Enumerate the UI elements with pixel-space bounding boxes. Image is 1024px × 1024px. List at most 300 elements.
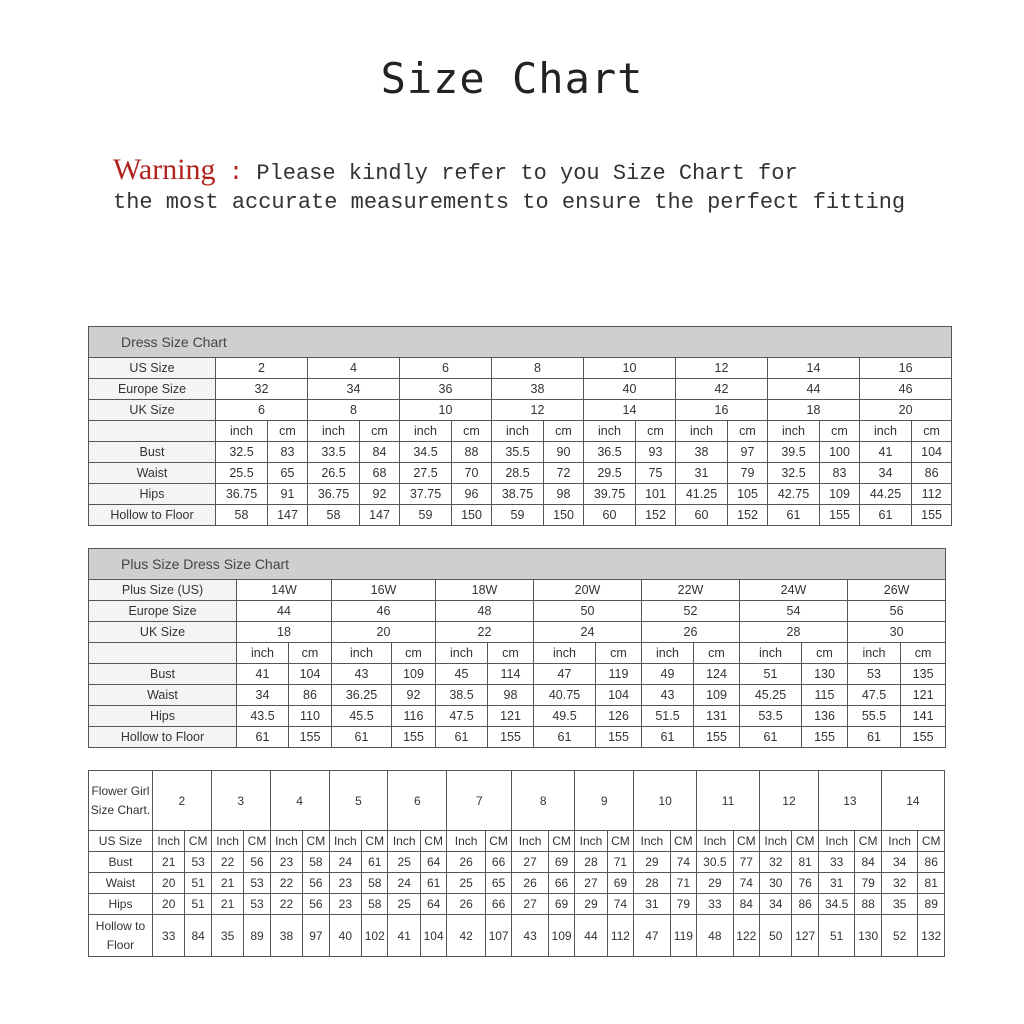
value-cell: 64 xyxy=(420,852,446,873)
value-cell: 53 xyxy=(185,852,211,873)
value-cell: 47.5 xyxy=(848,685,901,706)
value-cell: 115 xyxy=(802,685,848,706)
unit-cell: cm xyxy=(289,643,332,664)
value-cell: 89 xyxy=(244,915,270,957)
unit-cell: cm xyxy=(488,643,534,664)
unit-cell: Inch xyxy=(818,831,855,852)
size-cell: 12 xyxy=(676,358,768,379)
value-cell: 20 xyxy=(152,894,184,915)
size-cell: 42 xyxy=(676,379,768,400)
hips-row xyxy=(89,484,952,505)
value-cell: 61 xyxy=(642,727,694,748)
unit-cell: Inch xyxy=(512,831,549,852)
size-cell: 24W xyxy=(740,580,848,601)
value-cell: 24 xyxy=(329,852,361,873)
flower-chart-corner: Flower Girl Size Chart. xyxy=(89,771,153,831)
warning-label: Warning xyxy=(113,153,216,186)
value-cell: 38.75 xyxy=(492,484,544,505)
value-cell: 22 xyxy=(270,873,302,894)
value-cell: 79 xyxy=(728,463,768,484)
size-cell: 36 xyxy=(400,379,492,400)
size-cell: 2 xyxy=(216,358,308,379)
value-cell: 41 xyxy=(388,915,420,957)
value-cell: 35 xyxy=(881,894,918,915)
value-cell: 31 xyxy=(818,873,855,894)
value-cell: 61 xyxy=(332,727,392,748)
size-cell: 52 xyxy=(642,601,740,622)
unit-cell: cm xyxy=(596,643,642,664)
value-cell: 71 xyxy=(670,873,696,894)
size-cell: 26 xyxy=(642,622,740,643)
value-cell: 60 xyxy=(676,505,728,526)
unit-cell: inch xyxy=(492,421,544,442)
value-cell: 58 xyxy=(362,894,388,915)
value-cell: 130 xyxy=(855,915,881,957)
unit-cell: Inch xyxy=(760,831,792,852)
value-cell: 23 xyxy=(329,873,361,894)
value-cell: 25 xyxy=(447,873,486,894)
value-cell: 83 xyxy=(820,463,860,484)
value-cell: 64 xyxy=(420,894,446,915)
value-cell: 36.25 xyxy=(332,685,392,706)
value-cell: 69 xyxy=(548,894,574,915)
value-cell: 36.75 xyxy=(308,484,360,505)
value-cell: 83 xyxy=(268,442,308,463)
value-cell: 69 xyxy=(548,852,574,873)
size-cell: 10 xyxy=(400,400,492,421)
value-cell: 104 xyxy=(912,442,952,463)
value-cell: 38.5 xyxy=(436,685,488,706)
value-cell: 32.5 xyxy=(216,442,268,463)
row-label: Bust xyxy=(89,664,237,685)
value-cell: 109 xyxy=(548,915,574,957)
row-label: Europe Size xyxy=(89,601,237,622)
value-cell: 34 xyxy=(860,463,912,484)
unit-cell: cm xyxy=(452,421,492,442)
unit-cell: inch xyxy=(848,643,901,664)
value-cell: 121 xyxy=(901,685,946,706)
size-cell: 24 xyxy=(534,622,642,643)
size-cell: 22 xyxy=(436,622,534,643)
size-cell: 2 xyxy=(152,771,211,831)
size-cell: 13 xyxy=(818,771,881,831)
value-cell: 58 xyxy=(303,852,329,873)
unit-cell: CM xyxy=(607,831,633,852)
unit-cell: Inch xyxy=(211,831,243,852)
unit-cell: CM xyxy=(485,831,511,852)
value-cell: 34 xyxy=(881,852,918,873)
value-cell: 29.5 xyxy=(584,463,636,484)
row-label: Europe Size xyxy=(89,379,216,400)
size-cell: 8 xyxy=(308,400,400,421)
value-cell: 58 xyxy=(216,505,268,526)
value-cell: 96 xyxy=(452,484,492,505)
value-cell: 23 xyxy=(270,852,302,873)
size-cell: 20W xyxy=(534,580,642,601)
value-cell: 155 xyxy=(488,727,534,748)
value-cell: 56 xyxy=(244,852,270,873)
waist-row xyxy=(89,685,946,706)
unit-cell: CM xyxy=(792,831,818,852)
row-label: Hips xyxy=(89,706,237,727)
value-cell: 152 xyxy=(728,505,768,526)
value-cell: 70 xyxy=(452,463,492,484)
size-cell: 4 xyxy=(308,358,400,379)
unit-cell: inch xyxy=(768,421,820,442)
unit-cell: CM xyxy=(303,831,329,852)
value-cell: 69 xyxy=(607,873,633,894)
size-cell: 44 xyxy=(237,601,332,622)
value-cell: 58 xyxy=(362,873,388,894)
plus-chart-title: Plus Size Dress Size Chart xyxy=(89,549,946,580)
value-cell: 33 xyxy=(697,894,734,915)
value-cell: 25.5 xyxy=(216,463,268,484)
unit-cell: cm xyxy=(802,643,848,664)
value-cell: 76 xyxy=(792,873,818,894)
value-cell: 65 xyxy=(485,873,511,894)
unit-row xyxy=(89,421,952,442)
value-cell: 45.25 xyxy=(740,685,802,706)
unit-cell: cm xyxy=(360,421,400,442)
value-cell: 34.5 xyxy=(818,894,855,915)
unit-cell: cm xyxy=(544,421,584,442)
value-cell: 61 xyxy=(237,727,289,748)
unit-cell: Inch xyxy=(881,831,918,852)
value-cell: 112 xyxy=(912,484,952,505)
value-cell: 43 xyxy=(332,664,392,685)
value-cell: 101 xyxy=(636,484,676,505)
value-cell: 39.5 xyxy=(768,442,820,463)
europe-size-row xyxy=(89,601,946,622)
value-cell: 132 xyxy=(918,915,945,957)
unit-cell: Inch xyxy=(634,831,671,852)
value-cell: 122 xyxy=(733,915,759,957)
value-cell: 107 xyxy=(485,915,511,957)
size-cell: 20 xyxy=(860,400,952,421)
size-cell: 46 xyxy=(332,601,436,622)
value-cell: 59 xyxy=(400,505,452,526)
value-cell: 60 xyxy=(584,505,636,526)
size-cell: 14 xyxy=(584,400,676,421)
unit-cell: inch xyxy=(332,643,392,664)
row-label: Bust xyxy=(89,852,153,873)
unit-cell: cm xyxy=(392,643,436,664)
value-cell: 32 xyxy=(760,852,792,873)
value-cell: 21 xyxy=(211,873,243,894)
value-cell: 112 xyxy=(607,915,633,957)
hips-row xyxy=(89,894,945,915)
hollow-to-floor-row xyxy=(89,505,952,526)
value-cell: 33 xyxy=(152,915,184,957)
flower-girl-size-chart xyxy=(88,770,945,957)
warning-line-1 xyxy=(113,153,798,187)
value-cell: 71 xyxy=(607,852,633,873)
row-label: UK Size xyxy=(89,622,237,643)
size-cell: 9 xyxy=(575,771,634,831)
value-cell: 43 xyxy=(642,685,694,706)
value-cell: 105 xyxy=(728,484,768,505)
value-cell: 34 xyxy=(237,685,289,706)
value-cell: 114 xyxy=(488,664,534,685)
size-cell: 56 xyxy=(848,601,946,622)
value-cell: 53 xyxy=(244,873,270,894)
value-cell: 88 xyxy=(452,442,492,463)
value-cell: 38 xyxy=(270,915,302,957)
value-cell: 86 xyxy=(918,852,945,873)
size-cell: 46 xyxy=(860,379,952,400)
value-cell: 98 xyxy=(544,484,584,505)
size-cell: 44 xyxy=(768,379,860,400)
value-cell: 61 xyxy=(436,727,488,748)
value-cell: 22 xyxy=(270,894,302,915)
value-cell: 26 xyxy=(512,873,549,894)
value-cell: 27 xyxy=(512,894,549,915)
value-cell: 155 xyxy=(392,727,436,748)
size-cell: 22W xyxy=(642,580,740,601)
value-cell: 77 xyxy=(733,852,759,873)
value-cell: 31 xyxy=(676,463,728,484)
value-cell: 119 xyxy=(670,915,696,957)
value-cell: 61 xyxy=(362,852,388,873)
value-cell: 45.5 xyxy=(332,706,392,727)
value-cell: 93 xyxy=(636,442,676,463)
row-label: Waist xyxy=(89,685,237,706)
size-cell: 6 xyxy=(400,358,492,379)
size-cell: 30 xyxy=(848,622,946,643)
value-cell: 44.25 xyxy=(860,484,912,505)
value-cell: 155 xyxy=(802,727,848,748)
value-cell: 88 xyxy=(855,894,881,915)
row-label: Waist xyxy=(89,873,153,894)
value-cell: 66 xyxy=(485,894,511,915)
value-cell: 74 xyxy=(670,852,696,873)
value-cell: 30.5 xyxy=(697,852,734,873)
page-title: Size Chart xyxy=(380,54,644,103)
size-cell: 12 xyxy=(760,771,819,831)
value-cell: 72 xyxy=(544,463,584,484)
value-cell: 27.5 xyxy=(400,463,452,484)
value-cell: 130 xyxy=(802,664,848,685)
unit-cell: inch xyxy=(740,643,802,664)
size-cell: 54 xyxy=(740,601,848,622)
unit-cell: inch xyxy=(642,643,694,664)
unit-cell: inch xyxy=(436,643,488,664)
size-cell: 16 xyxy=(860,358,952,379)
us-size-row xyxy=(89,580,946,601)
value-cell: 155 xyxy=(901,727,946,748)
value-cell: 75 xyxy=(636,463,676,484)
value-cell: 29 xyxy=(697,873,734,894)
value-cell: 22 xyxy=(211,852,243,873)
value-cell: 50 xyxy=(760,915,792,957)
value-cell: 58 xyxy=(308,505,360,526)
value-cell: 42 xyxy=(447,915,486,957)
value-cell: 55.5 xyxy=(848,706,901,727)
value-cell: 53.5 xyxy=(740,706,802,727)
size-cell: 38 xyxy=(492,379,584,400)
size-cell: 32 xyxy=(216,379,308,400)
unit-cell: Inch xyxy=(270,831,302,852)
unit-cell: cm xyxy=(912,421,952,442)
value-cell: 147 xyxy=(268,505,308,526)
unit-cell: inch xyxy=(216,421,268,442)
value-cell: 27 xyxy=(575,873,607,894)
value-cell: 43.5 xyxy=(237,706,289,727)
unit-cell: CM xyxy=(185,831,211,852)
value-cell: 119 xyxy=(596,664,642,685)
value-cell: 38 xyxy=(676,442,728,463)
value-cell: 61 xyxy=(848,727,901,748)
plus-size-chart xyxy=(88,548,946,748)
value-cell: 110 xyxy=(289,706,332,727)
row-label: US Size xyxy=(89,358,216,379)
value-cell: 150 xyxy=(544,505,584,526)
size-cell: 18 xyxy=(768,400,860,421)
row-label: Hollow to Floor xyxy=(89,727,237,748)
value-cell: 61 xyxy=(740,727,802,748)
size-cell: 10 xyxy=(634,771,697,831)
us-size-row xyxy=(89,358,952,379)
value-cell: 31 xyxy=(634,894,671,915)
value-cell: 155 xyxy=(289,727,332,748)
value-cell: 147 xyxy=(360,505,400,526)
value-cell: 47 xyxy=(634,915,671,957)
value-cell: 66 xyxy=(485,852,511,873)
unit-cell: Inch xyxy=(329,831,361,852)
row-label: US Size xyxy=(89,831,153,852)
value-cell: 92 xyxy=(360,484,400,505)
size-row xyxy=(89,771,945,831)
unit-cell: CM xyxy=(855,831,881,852)
value-cell: 51 xyxy=(185,894,211,915)
value-cell: 104 xyxy=(420,915,446,957)
value-cell: 81 xyxy=(918,873,945,894)
value-cell: 49.5 xyxy=(534,706,596,727)
value-cell: 98 xyxy=(488,685,534,706)
hollow-to-floor-row xyxy=(89,915,945,957)
size-cell: 14W xyxy=(237,580,332,601)
value-cell: 84 xyxy=(185,915,211,957)
value-cell: 39.75 xyxy=(584,484,636,505)
value-cell: 34 xyxy=(760,894,792,915)
value-cell: 97 xyxy=(303,915,329,957)
value-cell: 86 xyxy=(289,685,332,706)
value-cell: 45 xyxy=(436,664,488,685)
value-cell: 21 xyxy=(152,852,184,873)
row-label: Waist xyxy=(89,463,216,484)
value-cell: 51 xyxy=(818,915,855,957)
value-cell: 33.5 xyxy=(308,442,360,463)
size-cell: 8 xyxy=(512,771,575,831)
value-cell: 104 xyxy=(596,685,642,706)
value-cell: 124 xyxy=(694,664,740,685)
value-cell: 40.75 xyxy=(534,685,596,706)
size-cell: 8 xyxy=(492,358,584,379)
value-cell: 41 xyxy=(237,664,289,685)
value-cell: 36.5 xyxy=(584,442,636,463)
unit-cell: Inch xyxy=(388,831,420,852)
unit-cell: cm xyxy=(636,421,676,442)
value-cell: 26.5 xyxy=(308,463,360,484)
row-label: Hollow to Floor xyxy=(89,915,153,957)
value-cell: 121 xyxy=(488,706,534,727)
row-label: Hollow to Floor xyxy=(89,505,216,526)
value-cell: 51 xyxy=(740,664,802,685)
value-cell: 155 xyxy=(596,727,642,748)
size-cell: 28 xyxy=(740,622,848,643)
warning-text-2: the most accurate measurements to ensure the perfect fitting xyxy=(113,190,906,215)
value-cell: 37.75 xyxy=(400,484,452,505)
unit-cell: inch xyxy=(308,421,360,442)
unit-cell: Inch xyxy=(697,831,734,852)
value-cell: 35.5 xyxy=(492,442,544,463)
size-cell: 16W xyxy=(332,580,436,601)
value-cell: 48 xyxy=(697,915,734,957)
hollow-to-floor-row xyxy=(89,727,946,748)
size-cell: 14 xyxy=(768,358,860,379)
value-cell: 42.75 xyxy=(768,484,820,505)
size-cell: 26W xyxy=(848,580,946,601)
value-cell: 47.5 xyxy=(436,706,488,727)
waist-row xyxy=(89,463,952,484)
value-cell: 136 xyxy=(802,706,848,727)
unit-cell: inch xyxy=(400,421,452,442)
bust-row xyxy=(89,664,946,685)
value-cell: 84 xyxy=(733,894,759,915)
value-cell: 53 xyxy=(244,894,270,915)
value-cell: 61 xyxy=(768,505,820,526)
value-cell: 102 xyxy=(362,915,388,957)
value-cell: 56 xyxy=(303,894,329,915)
unit-cell: CM xyxy=(548,831,574,852)
value-cell: 40 xyxy=(329,915,361,957)
size-cell: 16 xyxy=(676,400,768,421)
unit-cell: cm xyxy=(901,643,946,664)
value-cell: 74 xyxy=(733,873,759,894)
unit-cell: Inch xyxy=(575,831,607,852)
size-cell: 48 xyxy=(436,601,534,622)
unit-cell: CM xyxy=(420,831,446,852)
dress-chart-title: Dress Size Chart xyxy=(89,327,952,358)
value-cell: 56 xyxy=(303,873,329,894)
value-cell: 53 xyxy=(848,664,901,685)
size-cell: 18 xyxy=(237,622,332,643)
value-cell: 34.5 xyxy=(400,442,452,463)
unit-row xyxy=(89,643,946,664)
value-cell: 25 xyxy=(388,894,420,915)
europe-size-row xyxy=(89,379,952,400)
size-cell: 20 xyxy=(332,622,436,643)
value-cell: 155 xyxy=(694,727,740,748)
value-cell: 61 xyxy=(860,505,912,526)
row-label: UK Size xyxy=(89,400,216,421)
unit-cell: CM xyxy=(918,831,945,852)
value-cell: 61 xyxy=(534,727,596,748)
value-cell: 20 xyxy=(152,873,184,894)
size-cell: 3 xyxy=(211,771,270,831)
value-cell: 100 xyxy=(820,442,860,463)
value-cell: 26 xyxy=(447,852,486,873)
bust-row xyxy=(89,852,945,873)
unit-cell: CM xyxy=(733,831,759,852)
value-cell: 35 xyxy=(211,915,243,957)
value-cell: 32 xyxy=(881,873,918,894)
unit-cell: inch xyxy=(534,643,596,664)
value-cell: 141 xyxy=(901,706,946,727)
value-cell: 74 xyxy=(607,894,633,915)
value-cell: 109 xyxy=(820,484,860,505)
value-cell: 36.75 xyxy=(216,484,268,505)
